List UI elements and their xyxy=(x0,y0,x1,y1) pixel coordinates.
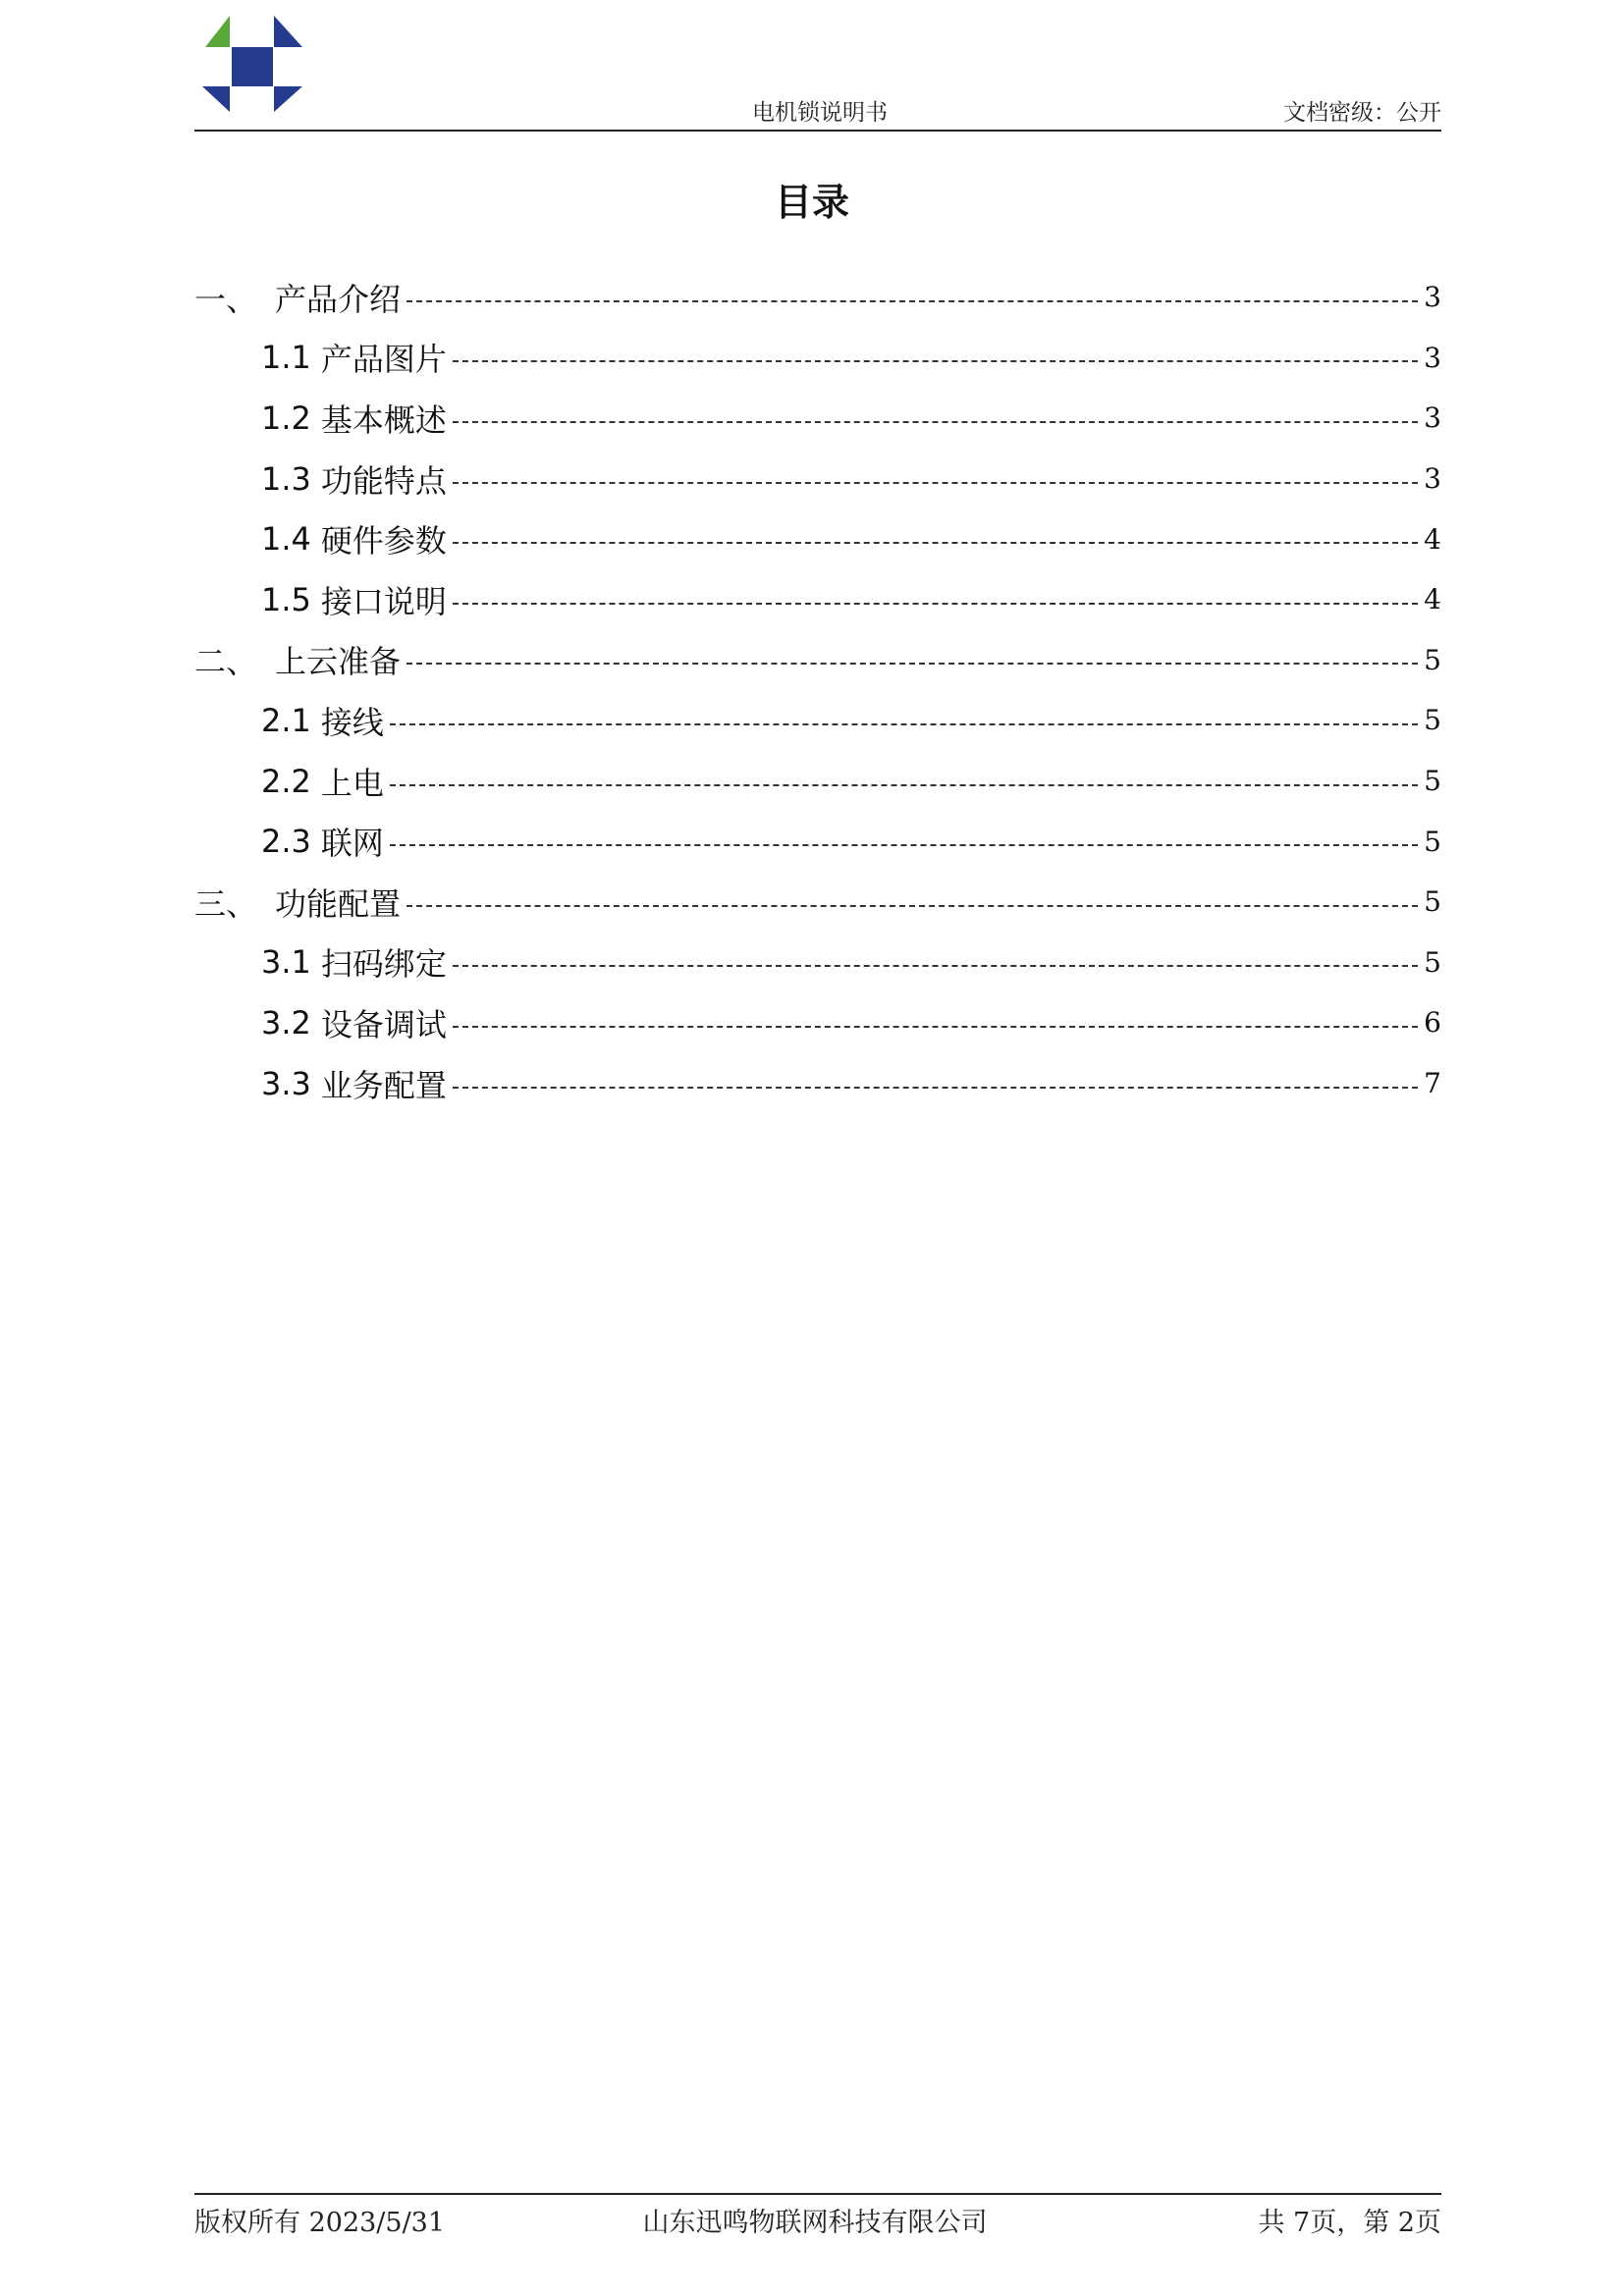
toc-leader-dots xyxy=(390,784,1418,786)
toc-entry-number: 1.1 xyxy=(261,339,311,377)
toc-entry-page: 5 xyxy=(1424,945,1441,979)
toc-title: 目录 xyxy=(774,181,849,224)
toc-entry[interactable] xyxy=(194,1053,1441,1114)
toc-leader-dots xyxy=(453,542,1418,544)
toc-entry[interactable] xyxy=(194,751,1441,812)
toc-entry[interactable] xyxy=(194,811,1441,872)
toc-entry-label: 业务配置 xyxy=(320,1066,447,1104)
toc-entry-label: 功能配置 xyxy=(275,884,402,923)
toc-entry-number: 1.3 xyxy=(261,459,311,498)
toc-entry[interactable] xyxy=(194,508,1441,569)
table-of-contents xyxy=(194,267,1441,1113)
header-classification: 文档密级：公开 xyxy=(1283,100,1441,126)
toc-entry-number: 二、 xyxy=(194,643,258,681)
toc-entry[interactable] xyxy=(194,267,1441,328)
toc-entry-label: 联网 xyxy=(320,825,384,863)
toc-entry-page: 5 xyxy=(1424,643,1441,676)
toc-entry-number: 一、 xyxy=(194,280,258,318)
toc-entry-page: 5 xyxy=(1424,885,1441,919)
toc-entry-page: 4 xyxy=(1424,522,1441,556)
header-divider xyxy=(194,130,1441,132)
toc-entry-number: 3.2 xyxy=(261,1003,311,1041)
toc-entry[interactable] xyxy=(194,992,1441,1053)
toc-entry-label: 上云准备 xyxy=(275,643,402,681)
toc-leader-dots xyxy=(453,1087,1418,1089)
toc-entry[interactable] xyxy=(194,690,1441,751)
toc-entry-label: 设备调试 xyxy=(320,1005,447,1043)
toc-leader-dots xyxy=(453,1026,1418,1028)
toc-entry-label: 产品介绍 xyxy=(275,280,402,318)
toc-entry-page: 3 xyxy=(1424,281,1441,314)
toc-entry-number: 1.2 xyxy=(261,399,311,437)
toc-entry-label: 接线 xyxy=(320,703,384,741)
toc-entry-label: 上电 xyxy=(320,764,384,802)
toc-entry[interactable] xyxy=(194,569,1441,630)
toc-leader-dots xyxy=(390,844,1418,846)
toc-entry[interactable] xyxy=(194,388,1441,449)
toc-entry-number: 1.4 xyxy=(261,520,311,559)
toc-entry-label: 扫码绑定 xyxy=(320,945,447,984)
toc-leader-dots xyxy=(453,482,1418,484)
toc-entry-label: 功能特点 xyxy=(320,461,447,500)
footer-divider xyxy=(194,2193,1441,2195)
footer-company: 山东迅鸣物联网科技有限公司 xyxy=(642,2208,988,2238)
toc-entry-page: 7 xyxy=(1424,1067,1441,1100)
toc-entry-page: 3 xyxy=(1424,462,1441,496)
toc-leader-dots xyxy=(390,723,1418,725)
toc-entry-page: 3 xyxy=(1424,401,1441,435)
toc-entry-label: 接口说明 xyxy=(320,582,447,620)
toc-entry-number: 3.1 xyxy=(261,943,311,982)
toc-leader-dots xyxy=(453,360,1418,362)
toc-entry-number: 2.2 xyxy=(261,762,311,800)
toc-entry-page: 5 xyxy=(1424,704,1441,737)
toc-entry-number: 3.3 xyxy=(261,1064,311,1102)
company-logo-icon xyxy=(200,14,304,114)
toc-leader-dots xyxy=(453,965,1418,967)
toc-leader-dots xyxy=(406,663,1418,665)
toc-entry[interactable] xyxy=(194,933,1441,993)
toc-leader-dots xyxy=(406,905,1418,907)
toc-entry[interactable] xyxy=(194,630,1441,691)
toc-entry-label: 硬件参数 xyxy=(320,522,447,561)
toc-entry[interactable] xyxy=(194,872,1441,933)
toc-entry[interactable] xyxy=(194,328,1441,389)
toc-entry-page: 3 xyxy=(1424,341,1441,374)
toc-entry-number: 2.3 xyxy=(261,823,311,861)
toc-entry-number: 1.5 xyxy=(261,580,311,618)
toc-entry-label: 基本概述 xyxy=(320,400,447,439)
toc-entry-page: 6 xyxy=(1424,1006,1441,1040)
toc-entry-page: 5 xyxy=(1424,765,1441,798)
header-doc-title: 电机锁说明书 xyxy=(752,100,888,126)
footer-page-info: 共 7页，第 2页 xyxy=(1258,2208,1441,2238)
toc-leader-dots xyxy=(453,421,1418,423)
toc-leader-dots xyxy=(453,603,1418,605)
toc-entry[interactable] xyxy=(194,449,1441,509)
toc-entry-page: 5 xyxy=(1424,825,1441,858)
toc-entry-page: 4 xyxy=(1424,583,1441,616)
toc-entry-number: 三、 xyxy=(194,884,258,923)
toc-entry-number: 2.1 xyxy=(261,701,311,739)
footer-copyright: 版权所有 2023/5/31 xyxy=(194,2208,446,2238)
toc-entry-label: 产品图片 xyxy=(320,341,447,379)
toc-leader-dots xyxy=(406,300,1418,302)
